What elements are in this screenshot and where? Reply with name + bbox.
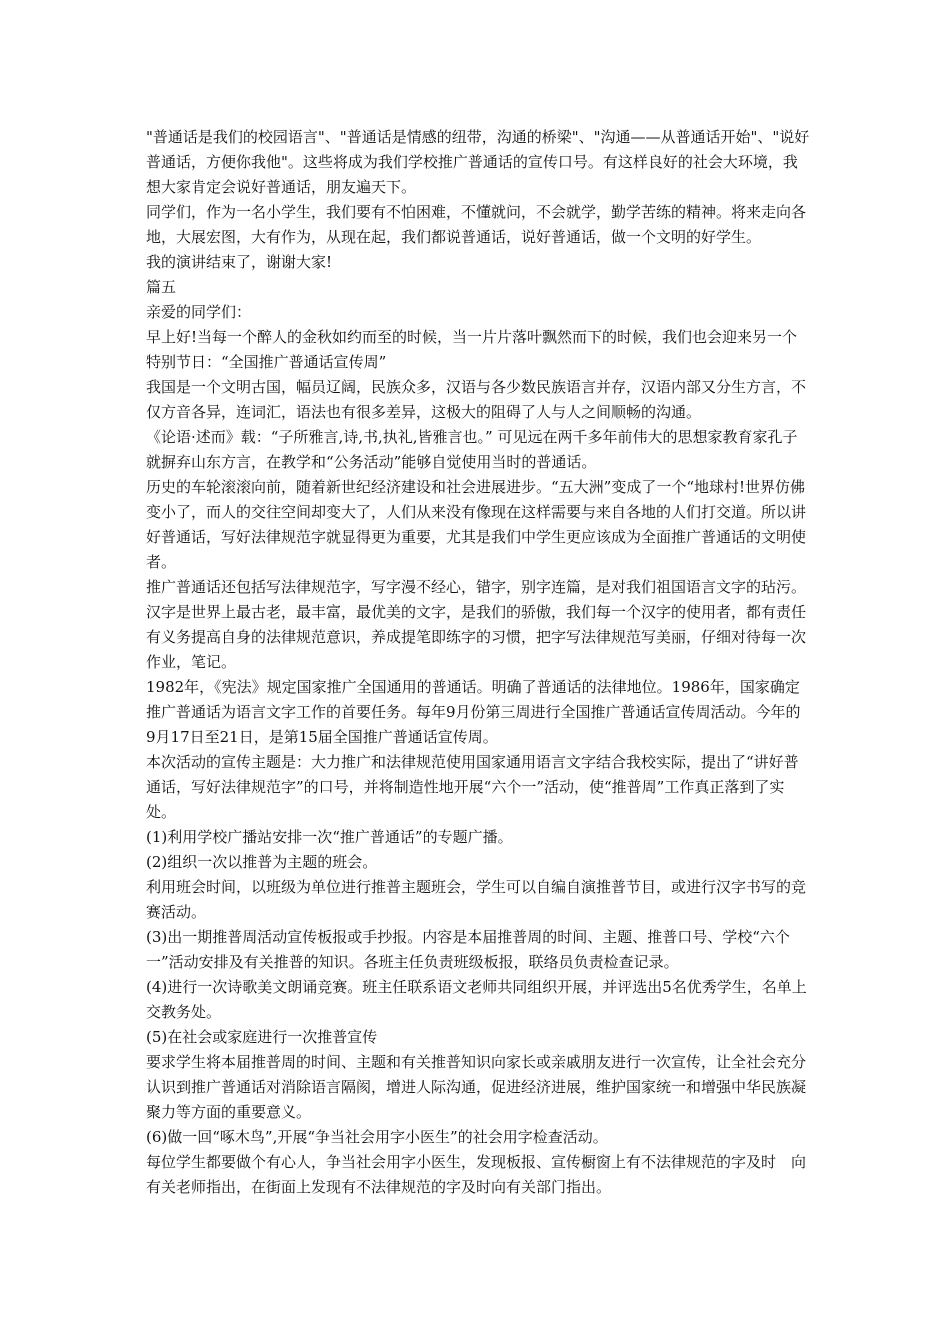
list-item-4: (4)进行一次诗歌美文朗诵竞赛。班主任联系语文老师共同组织开展，并评选出5名优秀学生，名单上交教务处。 [146,978,807,1021]
paragraph-country: 我国是一个文明古国，幅员辽阔，民族众多，汉语与各少数民族语言并存，汉语内部又分生方言，不仅方音各异，连词汇，语法也有很多差异，这极大的阻碍了人与人之间顺畅的沟通。 [146,378,807,421]
paragraph-slogans: "普通话是我们的校园语言"、"普通话是情感的纽带，沟通的桥梁"、"沟通——从普通话开始"、"说好普通话，方便你我他"。这些将成为我们学校推广普通话的宣传口号。有这样良好的社会大环境，我想大家肯定会说好普通话，朋友遍天下。 [146,128,810,196]
paragraph-speech-end: 我的演讲结束了，谢谢大家! [146,253,333,271]
paragraph-students-call: 同学们，作为一名小学生，我们要有不怕困难，不懂就问，不会就学，勤学苦练的精神。将来走向各地，大展宏图，大有作为，从现在起，我们都说普通话，说好普通话，做一个文明的好学生。 [146,203,807,246]
paragraph-theme: 本次活动的宣传主题是：大力推广和法律规范使用国家通用语言文字结合我校实际，提出了“讲好普通话，写好法律规范字”的口号，并将制造性地开展“六个一”活动，使“推普周”工作真正落到了实处。 [146,753,799,821]
list-item-1: (1)利用学校广播站安排一次“推广普通话”的专题广播。 [146,828,513,846]
document-body [146,125,812,1200]
list-item-2: (2)组织一次以推普为主题的班会。 [146,853,378,871]
list-item-3: (3)出一期推普周活动宣传板报或手抄报。内容是本届推普周的时间、主题、推普口号、学校“六个一”活动安排及有关推普的知识。各班主任负责班级板报，联络员负责检查记录。 [146,928,790,971]
paragraph-law: 1982年，《宪法》规定国家推广全国通用的普通话。明确了普通话的法律地位。1986年，国家确定推广普通话为语言文字工作的首要任务。每年9月份第三周进行全国推广普通话宣传周活动。今年的 9月17日至21日，是第15届全国推广普通话宣传周。 [146,678,801,746]
section-heading: 篇五 [146,278,177,296]
paragraph-class-meeting: 利用班会时间，以班级为单位进行推普主题班会，学生可以自编自演推普节目，或进行汉字书写的竞赛活动。 [146,878,807,921]
paragraph-family-publicity: 要求学生将本届推普周的时间、主题和有关推普知识向家长或亲戚朋友进行一次宣传，让全社会充分认识到推广普通话对消除语言隔阂，增进人际沟通，促进经济进展，维护国家统一和增强中华民族凝聚力等方面的重要意义。 [146,1053,807,1121]
paragraph-inspection: 每位学生都要做个有心人，争当社会用字小医生，发现板报、宣传橱窗上有不法律规范的字及时 向有关老师指出，在街面上发现有不法律规范的字及时向有关部门指出。 [146,1153,807,1196]
list-item-5: (5)在社会或家庭进行一次推普宣传 [146,1028,378,1046]
paragraph-greeting: 亲爱的同学们： [146,303,252,321]
paragraph-history: 历史的车轮滚滚向前，随着新世纪经济建设和社会进展进步。“五大洲”变成了一个“地球村!世界仿佛变小了，而人的交往空间却变大了，人们从来没有像现在这样需要与来自各地的人们打交道。所以讲好普通话，写好法律规范字就显得更为重要，尤其是我们中学生更应该成为全面推广普通话的文明使者。 [146,478,807,571]
paragraph-characters: 推广普通话还包括写法律规范字，写字漫不经心，错字，别字连篇，是对我们祖国语言文字的玷污。汉字是世界上最古老，最丰富，最优美的文字，是我们的骄傲，我们每一个汉字的使用者，都有责任有义务提高自身的法律规范意识，养成提笔即练字的习惯，把字写法律规范写美丽，仔细对待每一次作业，笔记。 [146,578,807,671]
paragraph-analects: 《论语·述而》载：“子所雅言,诗,书,执礼,皆雅言也。” 可见远在两千多年前伟大的思想家教育家孔子就摒弃山东方言，在教学和“公务活动”能够自觉使用当时的普通话。 [146,428,798,471]
list-item-6: (6)做一回“啄木鸟”,开展“争当社会用字小医生”的社会用字检查活动。 [146,1128,608,1146]
paragraph-opening: 早上好!当每一个醉人的金秋如约而至的时候，当一片片落叶飘然而下的时候，我们也会迎来另一个特别节日：“全国推广普通话宣传周” [146,328,798,371]
